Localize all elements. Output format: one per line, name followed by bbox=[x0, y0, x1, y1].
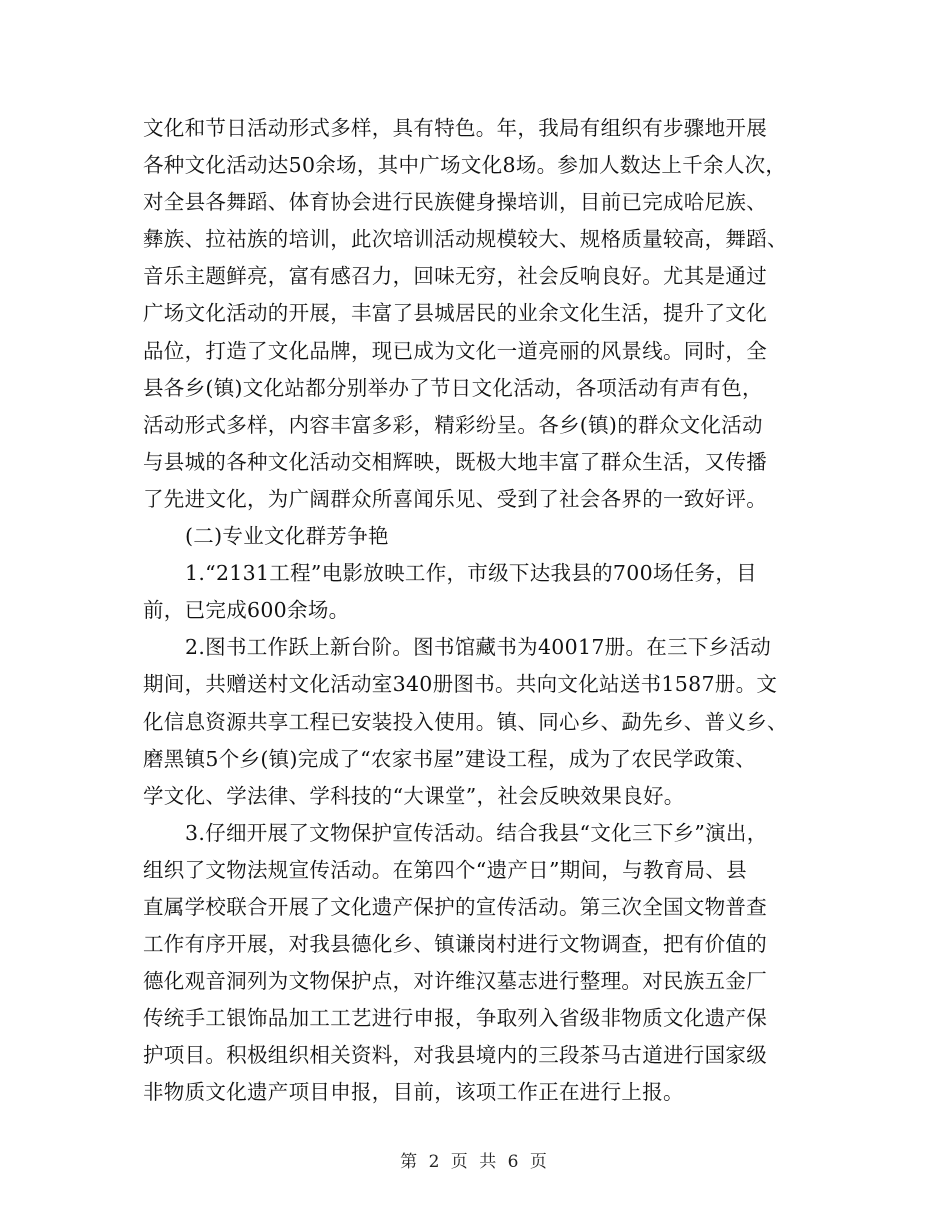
text-line: 品位，打造了文化品牌，现已成为文化一道亮丽的风景线。同时，全 bbox=[143, 338, 767, 363]
text-line: 活动形式多样，内容丰富多彩，精彩纷呈。各乡(镇)的群众文化活动 bbox=[143, 412, 763, 437]
text-line: 化信息资源共享工程已安装投入使用。镇、同心乡、勐先乡、普义乡、 bbox=[143, 709, 788, 734]
text-line: 组织了文物法规宣传活动。在第四个“遗产日”期间，与教育局、县 bbox=[143, 857, 747, 882]
text-line: 传统手工银饰品加工工艺进行申报，争取列入省级非物质文化遗产保 bbox=[143, 1006, 767, 1031]
text-line: 非物质文化遗产项目申报，目前，该项工作正在进行上报。 bbox=[143, 1080, 684, 1105]
text-line: 县各乡(镇)文化站都分别举办了节日文化活动，各项活动有声有色， bbox=[143, 375, 763, 400]
text-line: 文化和节日活动形式多样，具有特色。年，我局有组织有步骤地开展 bbox=[143, 116, 767, 140]
text-line: 3.仔细开展了文物保护宣传活动。结合我县“文化三下乡”演出， bbox=[185, 820, 768, 845]
text-line: 对全县各舞蹈、体育协会进行民族健身操培训，目前已完成哈尼族、 bbox=[143, 190, 767, 215]
text-line: 2.图书工作跃上新台阶。图书馆藏书为40017册。在三下乡活动 bbox=[185, 635, 772, 660]
text-line: 彝族、拉祜族的培训，此次培训活动规模较大、规格质量较高，舞蹈、 bbox=[143, 227, 788, 252]
text-line: 护项目。积极组织相关资料，对我县境内的三段茶马古道进行国家级 bbox=[143, 1043, 767, 1068]
text-line: 广场文化活动的开展，丰富了县城居民的业余文化生活，提升了文化 bbox=[143, 301, 767, 326]
text-line: 学文化、学法律、学科技的“大课堂”，社会反映效果良好。 bbox=[143, 783, 685, 808]
text-line: 音乐主题鲜亮，富有感召力，回味无穷，社会反响良好。尤其是通过 bbox=[143, 264, 767, 289]
text-line: 期间，共赠送村文化活动室340册图书。共向文化站送书1587册。文 bbox=[143, 672, 778, 697]
text-line: 前，已完成600余场。 bbox=[143, 598, 350, 623]
page-number-footer: 第 2 页 共 6 页 bbox=[400, 1152, 550, 1172]
text-line: 德化观音洞列为文物保护点，对许维汉墓志进行整理。对民族五金厂 bbox=[143, 969, 767, 994]
body-text bbox=[143, 110, 803, 1112]
text-line: 1.“2131工程”电影放映工作，市级下达我县的700场任务，目 bbox=[185, 561, 757, 586]
text-line: 了先进文化，为广阔群众所喜闻乐见、受到了社会各界的一致好评。 bbox=[143, 486, 767, 511]
text-line: 工作有序开展，对我县德化乡、镇谦岗村进行文物调查，把有价值的 bbox=[143, 932, 767, 957]
text-line: 直属学校联合开展了文化遗产保护的宣传活动。第三次全国文物普查 bbox=[143, 894, 767, 919]
section-heading: (二)专业文化群芳争艳 bbox=[185, 524, 389, 549]
text-line: 各种文化活动达50余场，其中广场文化8场。参加人数达上千余人次， bbox=[143, 153, 787, 178]
text-line: 磨黑镇5个乡(镇)完成了“农家书屋”建设工程，成为了农民学政策、 bbox=[143, 746, 757, 771]
text-line: 与县城的各种文化活动交相辉映，既极大地丰富了群众生活，又传播 bbox=[143, 449, 767, 474]
